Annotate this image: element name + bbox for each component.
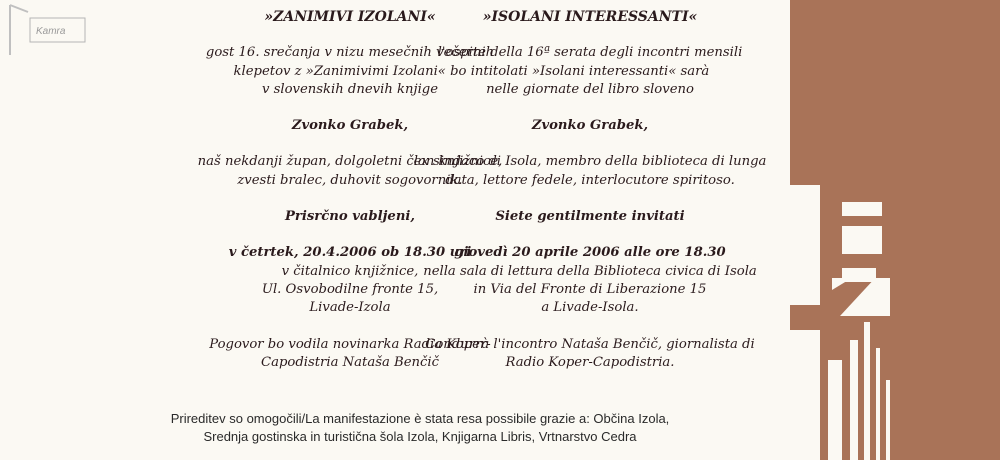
footer-line: Prireditev so omogočili/La manifestazione è stata resa possibile grazie a: Občina Izola, <box>170 411 670 426</box>
slovene-moderator-line: Pogovor bo vodila novinarka Radia Koper- <box>209 336 491 352</box>
italian-venue-line: nella sala di lettura della Biblioteca civica di Isola <box>423 263 757 279</box>
slovene-intro-line: v slovenskih dnevih knjige <box>261 81 439 97</box>
svg-text:Kamra: Kamra <box>36 26 66 37</box>
slovene-intro-line: klepetov z »Zanimivimi Izolani« bo <box>233 63 467 79</box>
footer-line: Srednja gostinska in turistična šola Izola, Knjigarna Libris, Vrtnarstvo Cedra <box>203 429 637 444</box>
italian-moderator-line: Condurrà l'incontro Nataša Benčič, giornalista di <box>425 336 755 352</box>
italian-venue-line: a Livade-Isola. <box>541 300 639 316</box>
italian-intro-line: l'ospite della 16ª serata degli incontri mensili <box>437 45 743 61</box>
slovene-venue-line: Ul. Osvobodilne fronte 15, <box>261 281 439 297</box>
italian-intro-line: nelle giornate del libro sloveno <box>486 81 694 97</box>
italian-guest-name: Zvonko Grabek, <box>531 118 649 134</box>
slovene-venue-line: Livade-Izola <box>309 300 391 316</box>
italian-invitation: Siete gentilmente invitati <box>495 209 685 225</box>
slovene-date: v četrtek, 20.4.2006 ob 18.30 uri <box>228 245 472 261</box>
logo-hidden-text: KI <box>0 0 2 1</box>
italian-intro-line: intitolati »Isolani interessanti« sarà <box>470 63 710 79</box>
slovene-description-line: zvesti bralec, duhovit sogovornik. <box>237 172 463 188</box>
slovene-title: »ZANIMIVI IZOLANI« <box>264 9 436 25</box>
slovene-description-line: naš nekdanji župan, dolgoletni član knjižnice, <box>197 154 503 170</box>
italian-description-line: ex sindaco di Isola, membro della biblioteca di lunga <box>413 154 767 170</box>
slovene-venue-line: v čitalnico knjižnice, <box>281 263 419 279</box>
italian-description-line: data, lettore fedele, interlocutore spiritoso. <box>445 172 735 188</box>
slovene-moderator-line: Capodistria Nataša Benčič <box>261 354 439 370</box>
italian-date: giovedì 20 aprile 2006 alle ore 18.30 <box>454 245 726 261</box>
slovene-invitation: Prisrčno vabljeni, <box>284 209 416 225</box>
italian-moderator-line: Radio Koper-Capodistria. <box>505 354 675 370</box>
slovene-intro-line: gost 16. srečanja v nizu mesečnih večernih <box>205 45 495 61</box>
italian-venue-line: in Via del Fronte di Liberazione 15 <box>473 281 707 297</box>
italian-title: »ISOLANI INTERESSANTI« <box>482 9 698 25</box>
slovene-guest-name: Zvonko Grabek, <box>291 118 409 134</box>
